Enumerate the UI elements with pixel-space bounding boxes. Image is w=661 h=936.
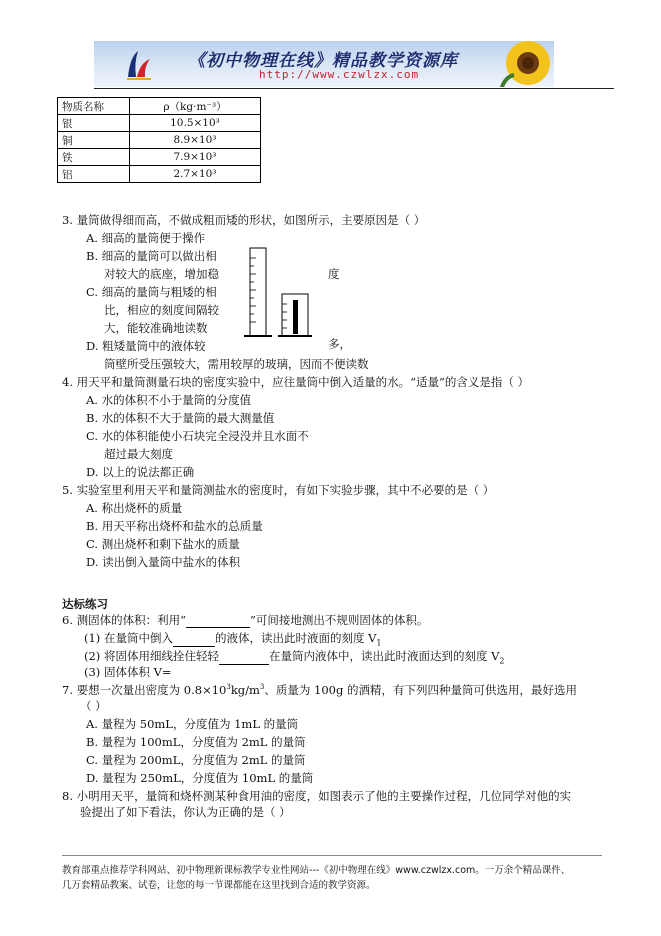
footer-line-2: 几万套精品教案、试卷，让您的每一节课都能在这里找到合适的教学资源。 — [62, 880, 376, 891]
table-cell: 8.9×10³ — [130, 132, 261, 149]
table-row — [58, 132, 261, 149]
table-row — [58, 149, 261, 166]
q8-stem-cont: 验提出了如下看法，你认为正确的是（ ） — [80, 805, 291, 819]
measuring-cylinders-figure — [238, 246, 322, 344]
q7-stem — [62, 682, 577, 698]
header-rule — [94, 88, 614, 89]
q3-option-c: C. 细高的量筒与粗矮的相 — [86, 285, 217, 299]
q7-stem-pre: 7. 要想一次量出密度为 0.8×10 — [62, 683, 227, 697]
q5-option-a: A. 称出烧杯的质量 — [86, 501, 183, 515]
q6-step-1-sub: 1 — [376, 638, 382, 648]
q4-option-a: A. 水的体积不小于量筒的分度值 — [86, 393, 252, 407]
q4-option-b: B. 水的体积不大于量筒的最大测量值 — [86, 411, 275, 425]
q4-option-d: D. 以上的说法都正确 — [86, 465, 195, 479]
q6-stem — [62, 612, 428, 628]
sunflower-icon — [490, 41, 554, 87]
q6-step-2-sub: 2 — [499, 656, 505, 666]
header-banner — [94, 41, 554, 87]
q6-step-2-pre: (2) 将固体用细线拴住轻轻 — [84, 649, 219, 663]
q5-stem: 5. 实验室里利用天平和量筒测盐水的密度时，有如下实验步骤，其中不必要的是（ ） — [62, 483, 495, 497]
q6-step-3: (3) 固体体积 V= — [84, 665, 172, 679]
q3-option-d-cont: 多， — [328, 337, 351, 351]
table-row — [58, 115, 261, 132]
answer-blank[interactable] — [173, 632, 215, 647]
q7-stem-post: 、质量为 100g 的酒精，有下列四种量筒可供选用，最好选用 — [264, 683, 578, 697]
site-logo-icon — [124, 47, 154, 81]
table-cell: 铝 — [58, 166, 130, 183]
q3-option-a: A. 细高的量筒便于操作 — [86, 231, 206, 245]
banner-url[interactable]: http://www.czwlzx.com — [259, 68, 420, 81]
footer-rule — [62, 855, 602, 856]
table-cell: 银 — [58, 115, 130, 132]
q3-option-c-end: 大，能较准确地读数 — [104, 321, 208, 335]
q3-option-d: D. 粗矮量筒中的液体较 — [86, 339, 206, 353]
q7-sup-2: 3 — [259, 683, 265, 692]
q6-stem-pre: 6. 测固体的体积：利用“ — [62, 613, 187, 627]
density-table — [57, 97, 261, 183]
q6-step-2-post: 在量筒内液体中，读出此时液面达到的刻度 V — [268, 649, 500, 663]
banner-title: 《初中物理在线》精品教学资源库 — [188, 51, 458, 71]
q7-option-d: D. 量程为 250mL，分度值为 10mL 的量筒 — [86, 771, 314, 785]
q5-option-c: C. 测出烧杯和剩下盐水的质量 — [86, 537, 240, 551]
q6-stem-post: ”可间接地测出不规则固体的体积。 — [250, 613, 429, 627]
q6-step-1 — [84, 630, 382, 647]
q3-option-b-end: 度 — [328, 267, 340, 281]
q7-option-c: C. 量程为 200mL，分度值为 2mL 的量筒 — [86, 753, 306, 767]
q6-step-1-pre: (1) 在量筒中倒入 — [84, 631, 173, 645]
q4-option-c: C. 水的体积能使小石块完全浸没并且水面不 — [86, 429, 309, 443]
answer-blank[interactable] — [219, 650, 269, 665]
q5-option-d: D. 读出倒入量筒中盐水的体积 — [86, 555, 241, 569]
q7-paren: （ ） — [80, 699, 107, 713]
q6-step-1-post: 的液体，读出此时液面的刻度 V — [214, 631, 377, 645]
q7-option-b: B. 量程为 100mL，分度值为 2mL 的量筒 — [86, 735, 306, 749]
q3-option-c-cont: 比，相应的刻度间隔较 — [104, 303, 219, 317]
q4-stem: 4. 用天平和量筒测量石块的密度实验中，应往量筒中倒入适量的水。“适量”的含义是指（ ） — [62, 375, 530, 389]
table-row — [58, 166, 261, 183]
answer-blank[interactable] — [186, 613, 250, 628]
q5-option-b: B. 用天平称出烧杯和盐水的总质量 — [86, 519, 263, 533]
table-header-row — [58, 98, 261, 115]
q7-option-a: A. 量程为 50mL，分度值为 1mL 的量筒 — [86, 717, 299, 731]
q3-stem: 3. 量筒做得细而高，不做成粗而矮的形状，如图所示，主要原因是（ ） — [62, 213, 426, 227]
section-heading: 达标练习 — [62, 597, 108, 611]
table-header: 物质名称 — [58, 98, 130, 115]
q7-sup-1: 3 — [226, 683, 231, 692]
q6-step-2 — [84, 648, 505, 665]
footer-line-1: 教育部重点推荐学科网站、初中物理新课标教学专业性网站---《初中物理在线》www.czwlzx.com。一万余个精品课件、 — [62, 865, 571, 876]
page-footer — [62, 863, 602, 893]
table-cell: 7.9×10³ — [130, 149, 261, 166]
table-cell: 10.5×10³ — [130, 115, 261, 132]
table-cell: 铜 — [58, 132, 130, 149]
q3-option-b: B. 细高的量筒可以做出相 — [86, 249, 217, 263]
q3-option-d-end: 筒壁所受压强较大，需用较厚的玻璃，因而不便读数 — [104, 357, 369, 371]
q7-stem-mid: kg/m — [230, 683, 260, 697]
table-cell: 铁 — [58, 149, 130, 166]
table-cell: 2.7×10³ — [130, 166, 261, 183]
table-header: ρ（kg·m⁻³） — [130, 98, 261, 115]
q3-option-b-cont: 对较大的底座，增加稳 — [104, 267, 219, 281]
q8-stem: 8. 小明用天平，量筒和烧杯测某种食用油的密度，如图表示了他的主要操作过程，几位同学对他的实 — [62, 789, 572, 803]
q4-option-c-cont: 超过最大刻度 — [104, 447, 173, 461]
